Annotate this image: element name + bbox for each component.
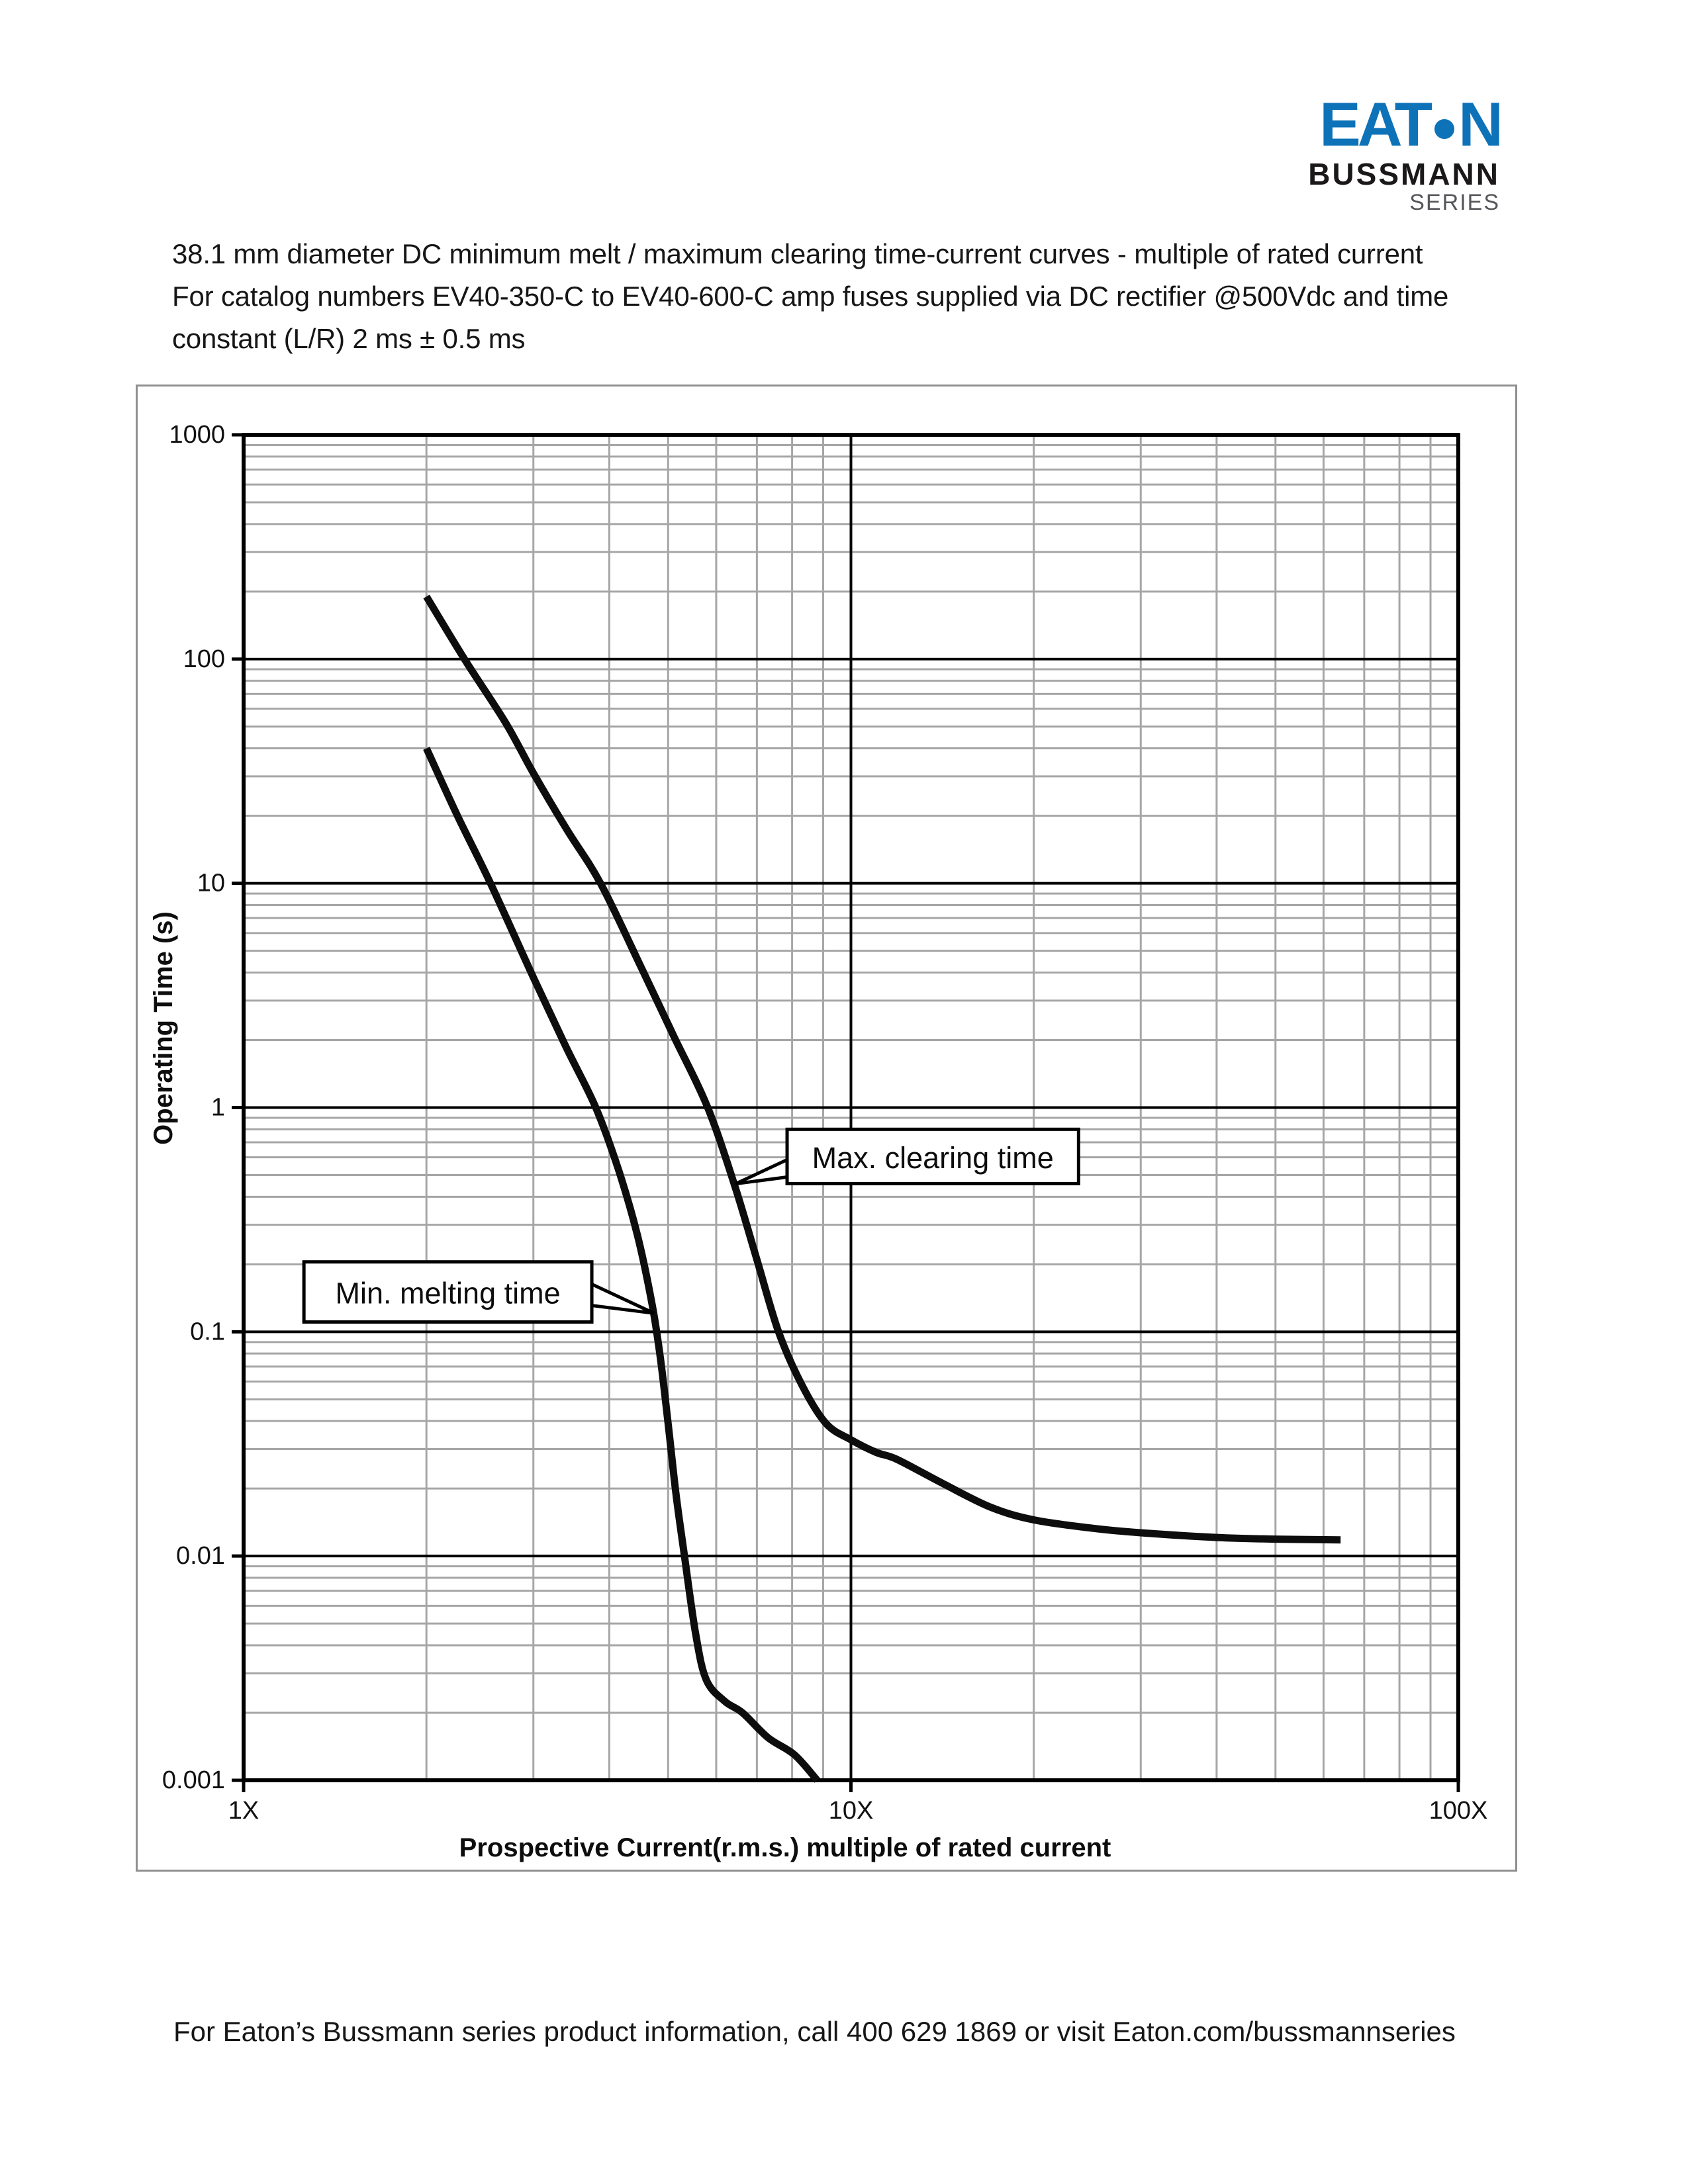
x-tick-label: 100X — [1429, 1797, 1488, 1825]
y-axis-title: Operating Time (s) — [149, 911, 178, 1145]
title-line-1: 38.1 mm diameter DC minimum melt / maximum clearing time-current curves - multiple of rated current — [172, 238, 1423, 269]
chart-title-block — [172, 233, 1523, 360]
callout-label: Min. melting time — [335, 1276, 561, 1310]
x-axis-tick-labels — [228, 1797, 1488, 1825]
time-current-chart-frame — [136, 385, 1517, 1872]
x-tick-label: 1X — [228, 1797, 259, 1825]
y-tick-label: 1 — [211, 1093, 225, 1122]
callout-min-melting-time — [304, 1262, 654, 1322]
callout-tail — [735, 1160, 787, 1183]
axis-tick-marks — [232, 435, 1458, 1792]
y-tick-label: 1000 — [169, 421, 225, 449]
callout-label: Max. clearing time — [812, 1140, 1054, 1175]
eaton-wordmark — [1308, 89, 1500, 159]
y-tick-label: 0.001 — [162, 1766, 225, 1794]
footer-contact-text: For Eaton’s Bussmann series product information, call 400 629 1869 or visit Eaton.com/bussmannseries — [173, 2016, 1456, 2047]
x-tick-label: 10X — [828, 1797, 874, 1825]
y-tick-label: 10 — [197, 869, 225, 897]
y-tick-label: 0.01 — [176, 1542, 225, 1570]
eaton-dot-icon — [1434, 119, 1454, 139]
y-tick-label: 0.1 — [190, 1318, 225, 1346]
eaton-wordmark-right: N — [1458, 89, 1500, 159]
title-line-2: For catalog numbers EV40-350-C to EV40-600-C amp fuses supplied via DC rectifier @500Vdc and time — [172, 281, 1449, 312]
series-label: SERIES — [1409, 190, 1500, 215]
eaton-wordmark-left: EAT — [1319, 89, 1430, 159]
callout-max-clearing-time — [735, 1129, 1078, 1183]
title-line-3: constant (L/R) 2 ms ± 0.5 ms — [172, 323, 526, 354]
y-tick-label: 100 — [183, 645, 225, 673]
x-axis-title: Prospective Current(r.m.s.) multiple of rated current — [459, 1833, 1111, 1862]
bussmann-label: BUSSMANN — [1308, 157, 1500, 191]
eaton-bussmann-logo — [1308, 89, 1500, 215]
callout-tail — [592, 1284, 654, 1313]
time-current-chart — [138, 387, 1515, 1870]
